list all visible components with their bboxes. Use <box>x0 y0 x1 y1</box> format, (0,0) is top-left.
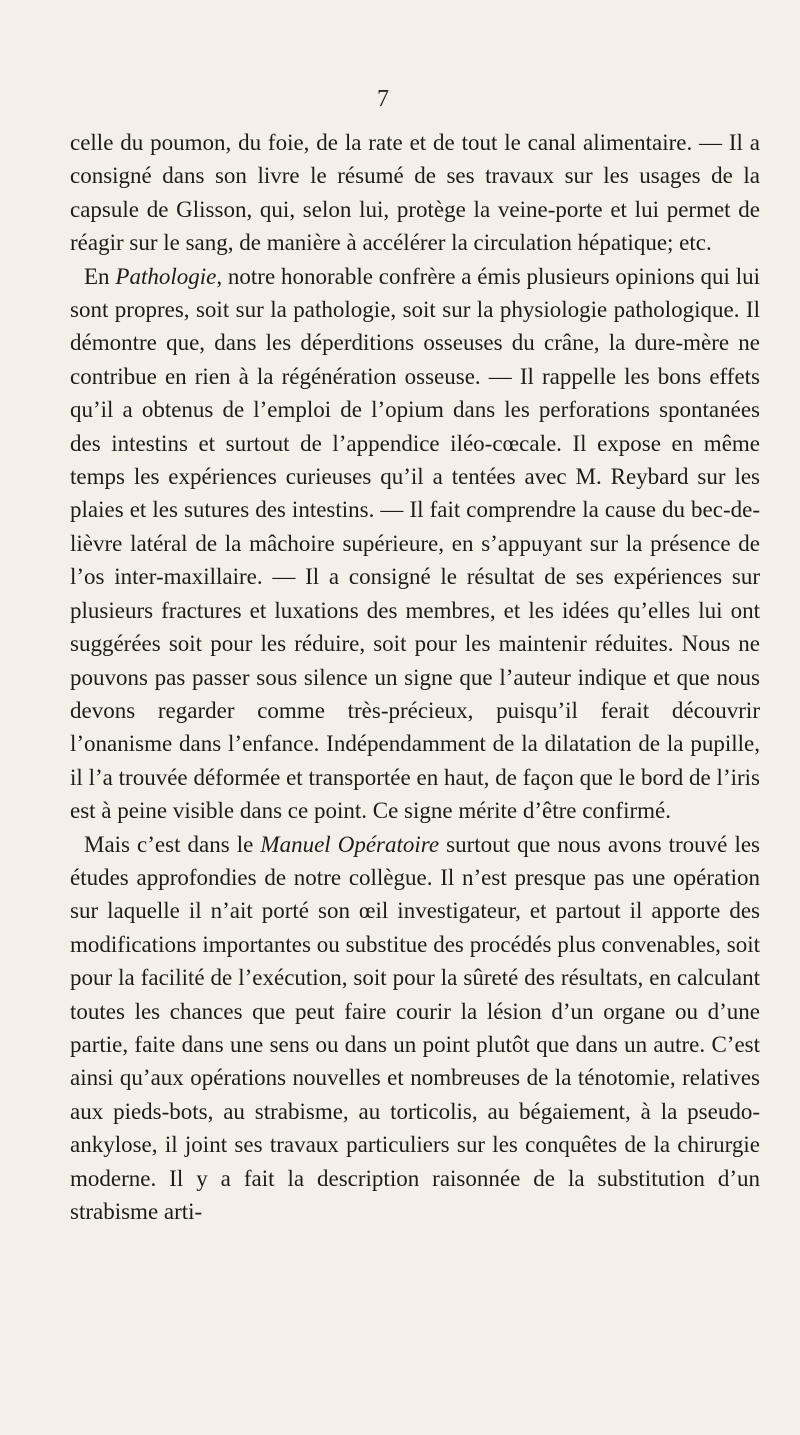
paragraph-2 <box>70 260 760 828</box>
page-number: 7 <box>377 86 389 112</box>
paragraph-2-lead: En <box>84 263 116 289</box>
paragraph-3 <box>70 828 760 1229</box>
body-text <box>70 126 760 1228</box>
paragraph-1-text: celle du poumon, du foie, de la rate et de tout le canal alimentaire. — Il a consigné dans son livre le résumé de ses travaux sur les usages de la capsule de Glisson, qui, selon lui, protège la veine-porte et lui permet de réagir sur le sang, de manière à accélérer la circulation hépatique; etc. <box>70 130 760 256</box>
paragraph-2-text: , notre honorable confrère a émis plusieurs opinions qui lui sont propres, soit sur la pathologie, soit sur la physiologie pathologique. Il démontre que, dans les déperditions osseuses du crâne, la dure-mère ne contribue en rien à la régénération osseuse. — Il rappelle les bons effets qu’il a obtenus de l’emploi de l’opium dans les perforations spontanées des intestins et surtout de l’appendice iléo-cœcale. Il expose en même temps les expériences curieuses qu’il a tentées avec M. Reybard sur les plaies et les sutures des intestins. — Il fait comprendre la cause du bec-de-lièvre latéral de la mâchoire supérieure, en s’appuyant sur la présence de l’os inter-maxillaire. — Il a consigné le résultat de ses expériences sur plusieurs fractures et luxations des membres, et les idées qu’elles lui ont suggérées soit pour les réduire, soit pour les maintenir réduites. Nous ne pouvons pas passer sous silence un signe que l’auteur indique et que nous devons regarder comme très-précieux, puisqu’il ferait découvrir l’onanisme dans l’enfance. Indépendamment de la dilatation de la pupille, il l’a trouvée déformée et transportée en haut, de façon que le bord de l’iris est à peine visible dans ce point. Ce signe mérite d’être confirmé. <box>70 263 760 824</box>
paragraph-3-text: surtout que nous avons trouvé les études approfondies de notre collègue. Il n’est presque pas une opération sur laquelle il n’ait porté son œil investigateur, et partout il apporte des modifications importantes ou substitue des procédés plus convenables, soit pour la facilité de l’exécution, soit pour la sûreté des résultats, en calculant toutes les chances que peut faire courir la lésion d’un organe ou d’une partie, faite dans une sens ou dans un point plutôt que dans un autre. C’est ainsi qu’aux opérations nouvelles et nombreuses de la ténotomie, relatives aux pieds-bots, au strabisme, au torticolis, au bégaiement, à la pseudo-ankylose, il joint ses travaux particuliers sur les conquêtes de la chirurgie moderne. Il y a fait la description raisonnée de la substitution d’un strabisme arti- <box>70 831 760 1224</box>
paragraph-1 <box>70 126 760 260</box>
paragraph-3-lead: Mais c’est dans le <box>84 831 261 857</box>
paragraph-2-emphasis: Pathologie <box>115 263 217 289</box>
paragraph-3-emphasis: Manuel Opératoire <box>260 831 440 857</box>
